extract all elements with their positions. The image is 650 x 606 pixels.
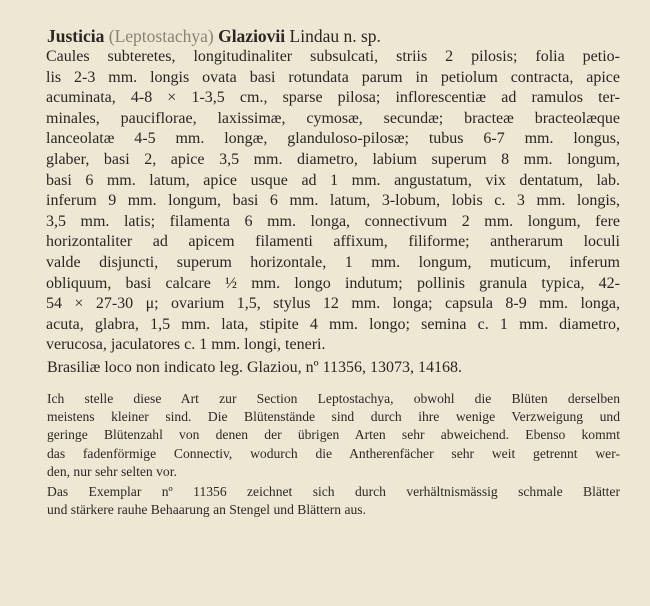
genus-name: Justicia xyxy=(47,26,105,46)
commentary-line: und stärkere rauhe Behaarung an Stengel und Blättern aus. xyxy=(47,502,366,518)
description-line: lis 2-3 mm. longis ovata basi rotundata parum in petiolum contracta, apice xyxy=(46,68,620,86)
description-line: Caules subteretes, longitudinaliter subsulcati, striis 2 pilosis; folia petio- xyxy=(46,48,620,65)
species-heading xyxy=(47,26,620,46)
section-name: (Leptostachya) xyxy=(108,26,214,46)
commentary-line: das fadenförmige Connectiv, wodurch die Antherenfächer sehr weit getrennt wer- xyxy=(47,445,620,461)
description-line: minales, pauciflorae, laxissimæ, cymosæ, secundæ; bracteæ bracteolæque xyxy=(46,109,620,127)
commentary-line: meistens kleiner sind. Die Blütenstände sind durch ihre wenige Verzweigung und xyxy=(47,409,620,425)
commentary-line: Ich stelle diese Art zur Section Leptostachya, obwohl die Blüten derselben xyxy=(47,390,620,406)
description-line: valde disjuncti, superum horizontale, 1 mm. longum, muticum, inferum xyxy=(46,253,620,271)
description-line: lanceolatæ 4-5 mm. longæ, glanduloso-pilosæ; tubus 6-7 mm. longus, xyxy=(46,130,620,148)
description-line: inferum 9 mm. longum, basi 6 mm. latum, 3-lobum, lobis c. 3 mm. longis, xyxy=(46,192,620,210)
locality-citation: Brasiliæ loco non indicato leg. Glaziou, nº 11356, 13073, 14168. xyxy=(47,358,462,376)
description-line: acuta, glabra, 1,5 mm. lata, stipite 4 mm. longo; semina c. 1 mm. diametro, xyxy=(46,315,620,333)
description-line: verucosa, jaculatores c. 1 mm. longi, teneri. xyxy=(46,336,326,354)
latin-description xyxy=(46,47,620,356)
species-name: Glaziovii xyxy=(218,26,286,46)
description-line: obliquum, basi calcare ½ mm. longo indutum; pollinis granula typica, 42- xyxy=(46,274,620,292)
commentary-line: Das Exemplar nº 11356 zeichnet sich durch verhältnismässig schmale Blätter xyxy=(47,483,620,499)
description-line: horizontaliter ad apicem filamenti affixum, filiforme; antherarum loculi xyxy=(46,233,620,251)
commentary-line: geringe Blütenzahl von denen der übrigen Arten sehr abweichend. Ebenso kommt xyxy=(47,427,620,443)
description-line: 3,5 mm. latis; filamenta 6 mm. longa, connectivum 2 mm. longum, fere xyxy=(46,212,620,230)
commentary-line: den, nur sehr selten vor. xyxy=(47,463,177,479)
german-commentary xyxy=(47,390,620,519)
description-line: glaber, basi 2, apice 3,5 mm. diametro, labium superum 8 mm. longum, xyxy=(46,150,620,168)
description-line: basi 6 mm. latum, apice usque ad 1 mm. angustatum, vix dentatum, lab. xyxy=(46,171,620,189)
description-line: 54 × 27-30 μ; ovarium 1,5, stylus 12 mm. longa; capsula 8-9 mm. longa, xyxy=(46,295,620,313)
description-line: acuminata, 4-8 × 1-3,5 cm., sparse pilosa; inflorescentiæ ad ramulos ter- xyxy=(46,89,620,107)
author-name: Lindau n. sp. xyxy=(289,26,381,46)
